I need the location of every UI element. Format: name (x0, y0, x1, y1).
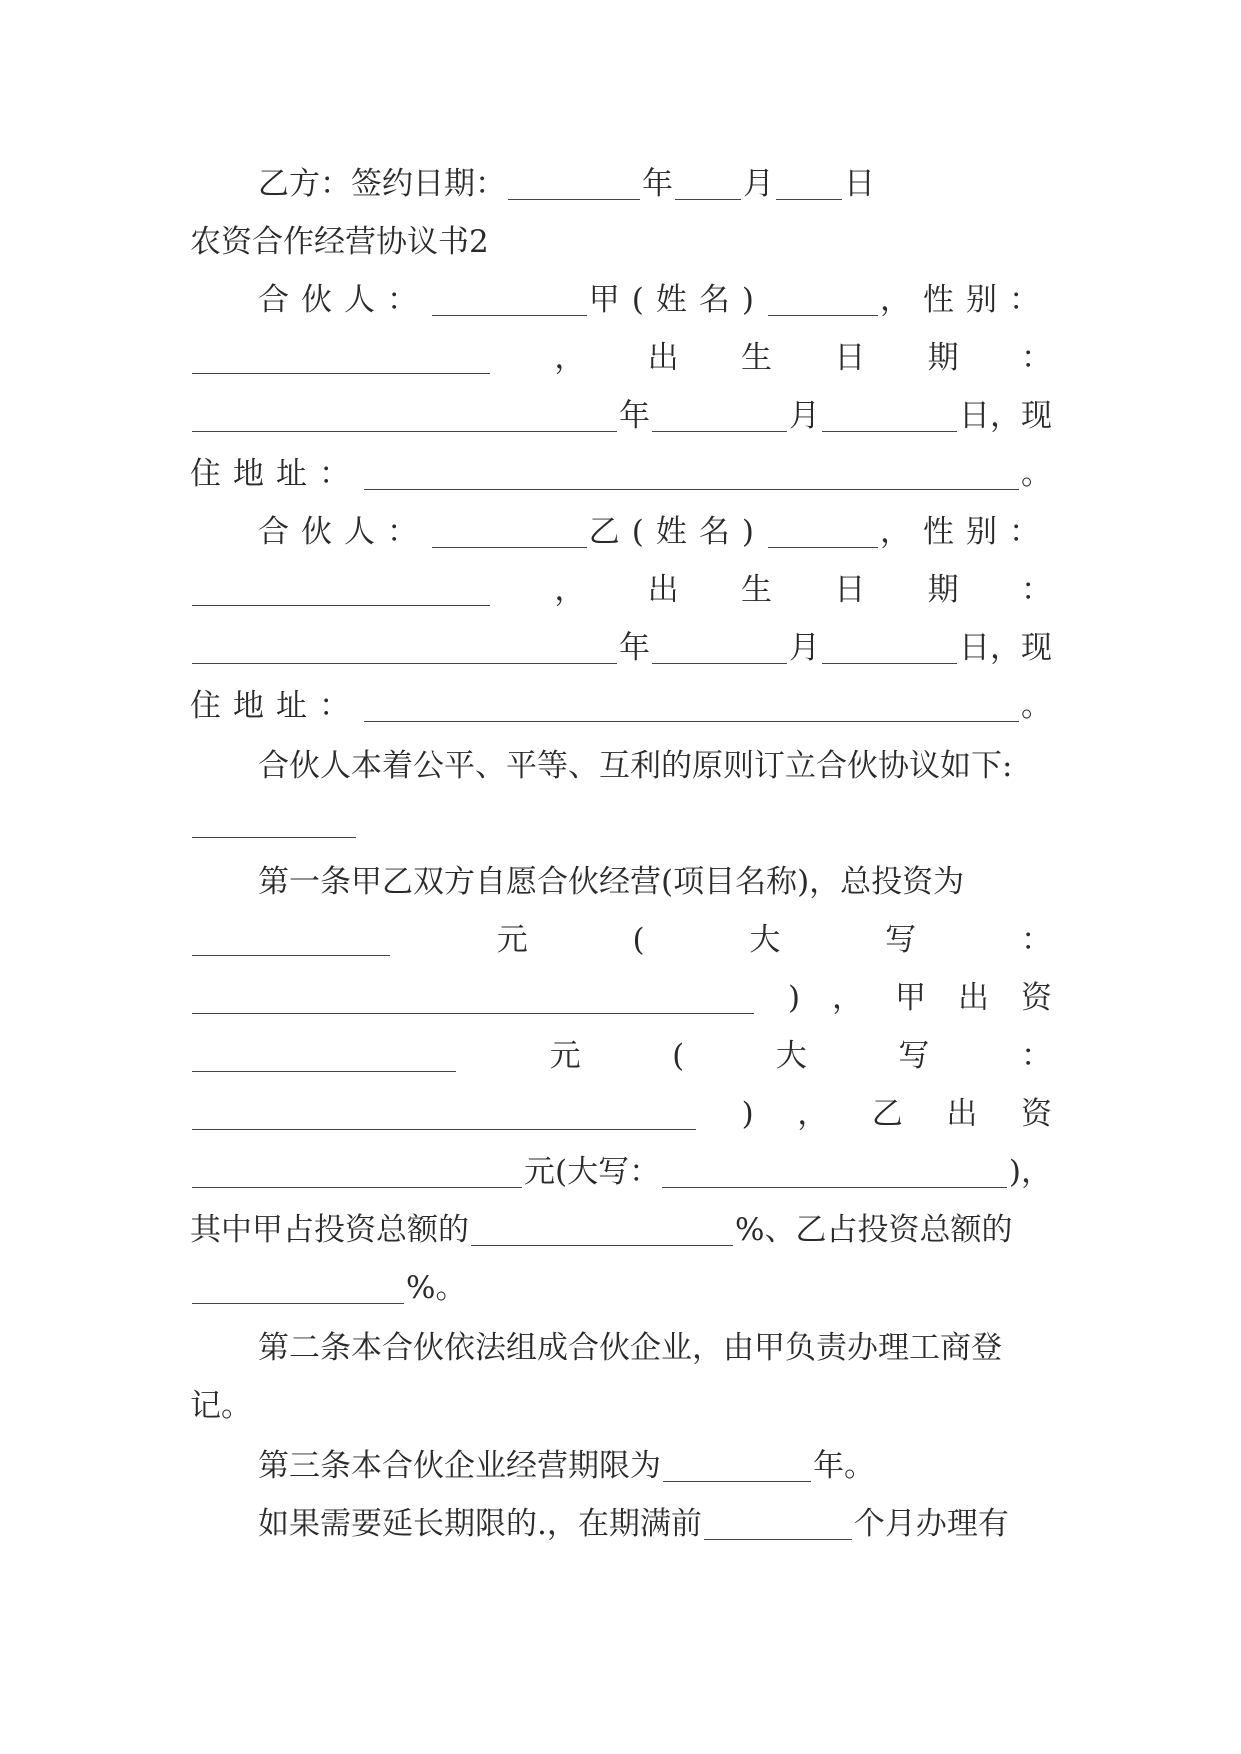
partner-a-line-3: 年 月 日，现 (190, 394, 1052, 438)
article-3-line-2: 如果需要延长期限的.，在期满前 个月办理有 (258, 1506, 1009, 1542)
article-1-line-6: 元(大写： )， (190, 1150, 1052, 1194)
intro-blank-line (190, 800, 1052, 844)
article-1-line-3: ) ， 甲 出 资 (190, 976, 1052, 1020)
article-1-line-2: 元 ( 大 写 ： (190, 918, 1052, 962)
partner-b-line-2: ， 出 生 日 期 ： (190, 568, 1052, 612)
signing-date-line: 乙方：签约日期： 年 月 日 (258, 166, 875, 202)
article-2-line-1: 第二条本合伙依法组成合伙企业，由甲负责办理工商登 (258, 1330, 1002, 1366)
partner-a-line-1: 合伙人： 甲(姓名) ，性别： (258, 282, 1052, 318)
partner-a-line-4: 住地址： 。 (190, 456, 1052, 492)
partner-b-line-4: 住地址： 。 (190, 688, 1052, 724)
article-3-line-1: 第三条本合伙企业经营期限为 年。 (258, 1448, 875, 1484)
month-blank (675, 169, 741, 200)
intro-paragraph: 合伙人本着公平、平等、互利的原则订立合伙协议如下: (258, 748, 1013, 784)
year-blank (508, 169, 640, 200)
partner-b-line-3: 年 月 日，现 (190, 626, 1052, 670)
partner-b-line-1: 合伙人： 乙(姓名) ，性别： (258, 514, 1052, 550)
article-1-line-1: 第一条甲乙双方自愿合伙经营(项目名称)，总投资为 (258, 864, 965, 900)
day-blank (776, 169, 842, 200)
partner-a-line-2: ， 出 生 日 期 ： (190, 336, 1052, 380)
document-title: 农资合作经营协议书2 (190, 224, 489, 260)
article-1-line-5: ) ， 乙 出 资 (190, 1092, 1052, 1136)
article-1-line-8: %。 (190, 1266, 1052, 1310)
article-1-line-4: 元 ( 大 写 ： (190, 1034, 1052, 1078)
article-1-line-7: 其中甲占投资总额的 %、乙占投资总额的 (190, 1212, 1013, 1248)
article-2-line-2: 记。 (190, 1388, 252, 1424)
